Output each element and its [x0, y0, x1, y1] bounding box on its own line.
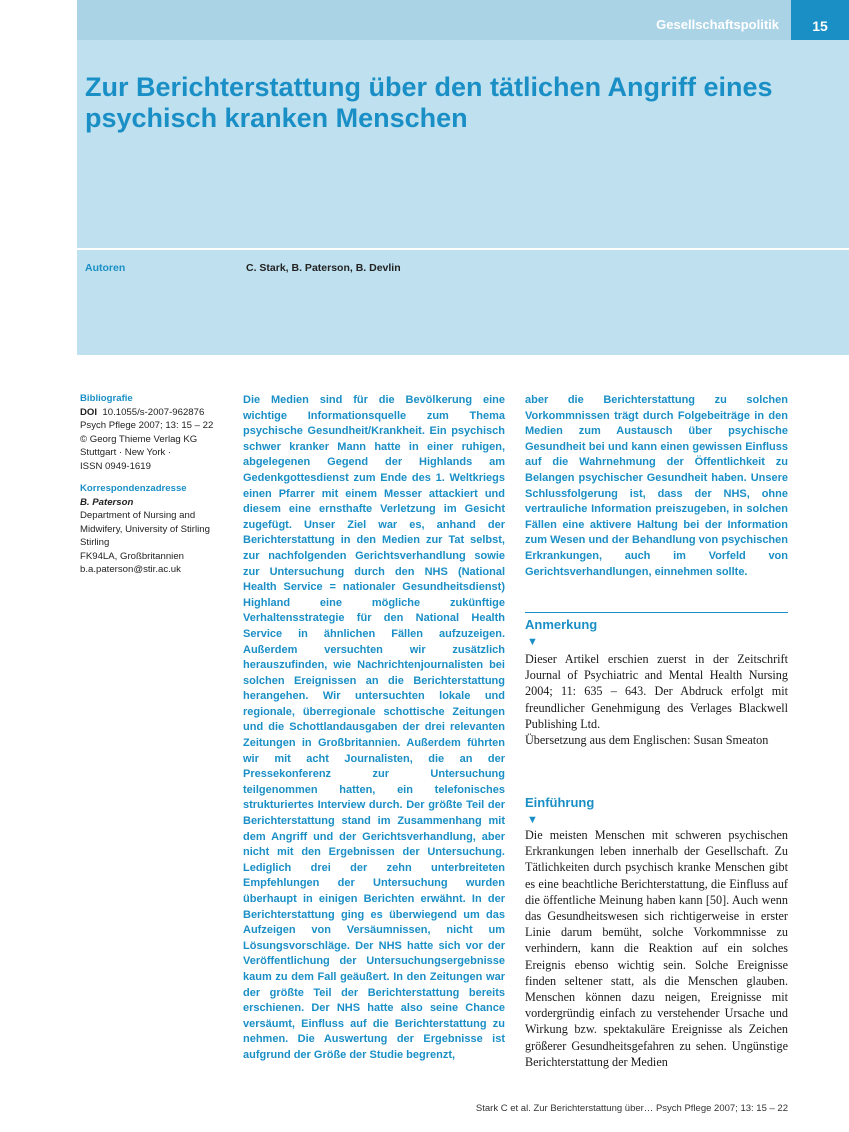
- article-title: Zur Berichterstattung über den tätlichen Angriff eines psychisch kranken Menschen: [85, 72, 773, 133]
- correspondence-name: B. Paterson: [80, 496, 134, 508]
- intro-arrow-icon: ▼: [527, 814, 538, 826]
- doi-value: 10.1055/s-2007-962876: [102, 406, 205, 418]
- department: Department of Nursing and Midwifery, University of Stirling: [80, 510, 210, 535]
- note-heading: Anmerkung: [525, 617, 598, 632]
- abstract-column-2: aber die Berichterstattung zu solchen Vorkommnissen trägt durch Folgebeiträge in den Medien zum Austausch über psychische Gesundheit bei und kann einen gewissen Einfluss auf die Wahrnehmung der Öffentlichkeit zu Belangen psychischer Gesundheit haben. Unsere Schlussfolgerung ist, dass der NHS, ohne vertrauliche Information preiszugeben, in solchen Fällen eine aktivere Haltung bei der Information zum Wesen und der Behandlung von psychischen Erkrankungen, auch im Vorfeld von Gerichtsverhandlungen, einnehmen sollte.: [525, 394, 788, 578]
- publisher-place: Stuttgart · New York ·: [80, 447, 172, 458]
- header-divider: [77, 248, 849, 250]
- note-text: Dieser Artikel erschien zuerst in der Zeitschrift Journal of Psychiatric and Mental Health Nursing 2004; 11: 635 – 643. Der Abdruck erfolgt mit freundlicher Genehmigung des Verlages Blackwell Publishing Ltd.: [525, 652, 788, 731]
- intro-heading: Einführung: [525, 795, 595, 810]
- page-footer: Stark C et al. Zur Berichterstattung über… Psych Pflege 2007; 13: 15 – 22: [475, 1103, 788, 1114]
- abstract-column-1: Die Medien sind für die Bevölkerung eine wichtige Informationsquelle zum Thema psychische Gesundheit/Krankheit. Ein psychisch schwer kranker Mann hatte in einer ruhigen, abgelegenen Gegend der Highlands am Gedenkgottesdienst zum Ende des 1. Weltkriegs einen Pfarrer mit einem Messer attackiert und diesem eine ernsthafte Verletzung im Gesicht zugefügt. Unser Ziel war es, anhand der Berichterstattung in den Medien zur Tat selbst, zur nachfolgenden Gerichtsverhandlung sowie zur Untersuchung durch den NHS (National Health Service = nationaler Gesundheitsdienst) Highland eine mögliche zukünftige Verhaltensstrategie für den National Health Service in ähnlichen Fällen aufzuzeigen. Außerdem versuchten wir zusätzlich herauszufinden, wie Nachrichtenjournalisten bei solchen Ereignissen an die Berichterstattung herangehen. Wir untersuchten lokale und regionale, überregionale schottische Zeitungen und die Schottlandausgaben der drei relevanten Zeitungen in Großbritannien. Außerdem führten wir mit acht Journalisten, die an der Pressekonferenz zur Untersuchung teilgenommen hatten, ein telefonisches strukturiertes Interview durch. Der größte Teil der Berichterstattung stand im Zusammenhang mit dem Angriff und der Gerichtsverhandlung, aber nicht mit den Ergebnissen der Untersuchung. Lediglich drei der zehn unterbreiteten Empfehlungen der Untersuchung wurden überhaupt in einigen Berichten erwähnt. In der Berichterstattung ging es überwiegend um das Aufzeigen von Versäumnissen, nicht um Lösungsvorschläge. Der NHS hatte sich vor der Veröffentlichung der Untersuchungsergebnisse kaum zu dem Fall geäußert. In den Zeitungen war der größte Teil der Berichterstattung bereits erschienen. Der NHS hatte also seine Chance versäumt, Einfluss auf die Berichterstattung zu nehmen. Die Auswertung der Ergebnisse ist aufgrund der Größe der Studie begrenzt,: [243, 394, 505, 1061]
- authors: C. Stark, B. Paterson, B. Devlin: [246, 262, 401, 274]
- translation-note: Übersetzung aus dem Englischen: Susan Smeaton: [525, 733, 769, 748]
- correspondence-heading: Korrespondenzadresse: [80, 483, 187, 494]
- section-bar: [77, 0, 849, 40]
- note-body: [525, 651, 788, 748]
- intro-text: Die meisten Menschen mit schweren psychischen Erkrankungen leben innerhalb der Gesellschaft. Zu Tätlichkeiten durch psychisch kranke Menschen gibt es eine beachtliche Berichterstattung, die Einfluss auf die öffentliche Meinung haben kann [50]. Auch wenn das Gesundheitswesen sich richtigerweise in erster Linie darum bemüht, solche Vorkommnisse zu verhindern, kann die Reaktion auf ein solches Ereignis ebenso wichtig sein. Solche Ereignisse finden seltener statt, als die Menschen glauben. Menschen können dazu neigen, Ereignisse mit vordergründig einfach zu verstehender Ursache und Wirkung bzw. spektakuläre Ereignisse als Zeichen größerer Gesundheitsgefahren zu sehen. Ungünstige Berichterstattung der Medien: [525, 828, 788, 1069]
- issn: ISSN 0949-1619: [80, 460, 151, 472]
- citation: Psych Pflege 2007; 13: 15 – 22: [80, 420, 214, 431]
- sidebar-gap: [80, 473, 230, 482]
- abstract-rule: [525, 612, 788, 613]
- email: b.a.paterson@stir.ac.uk: [80, 564, 181, 575]
- authors-label: Autoren: [85, 262, 126, 274]
- city: Stirling: [80, 537, 110, 548]
- header-band: [77, 0, 849, 355]
- doi-line: [80, 406, 230, 420]
- note-arrow-icon: ▼: [527, 636, 538, 648]
- page-number: 15: [791, 0, 849, 40]
- sidebar-metadata: [80, 392, 230, 577]
- section-label: Gesellschaftspolitik: [656, 17, 779, 32]
- postcode: FK94LA, Großbritannien: [80, 550, 184, 562]
- bibliography-heading: Bibliografie: [80, 393, 133, 404]
- copyright: © Georg Thieme Verlag KG: [80, 433, 198, 445]
- doi-label: DOI: [80, 406, 98, 418]
